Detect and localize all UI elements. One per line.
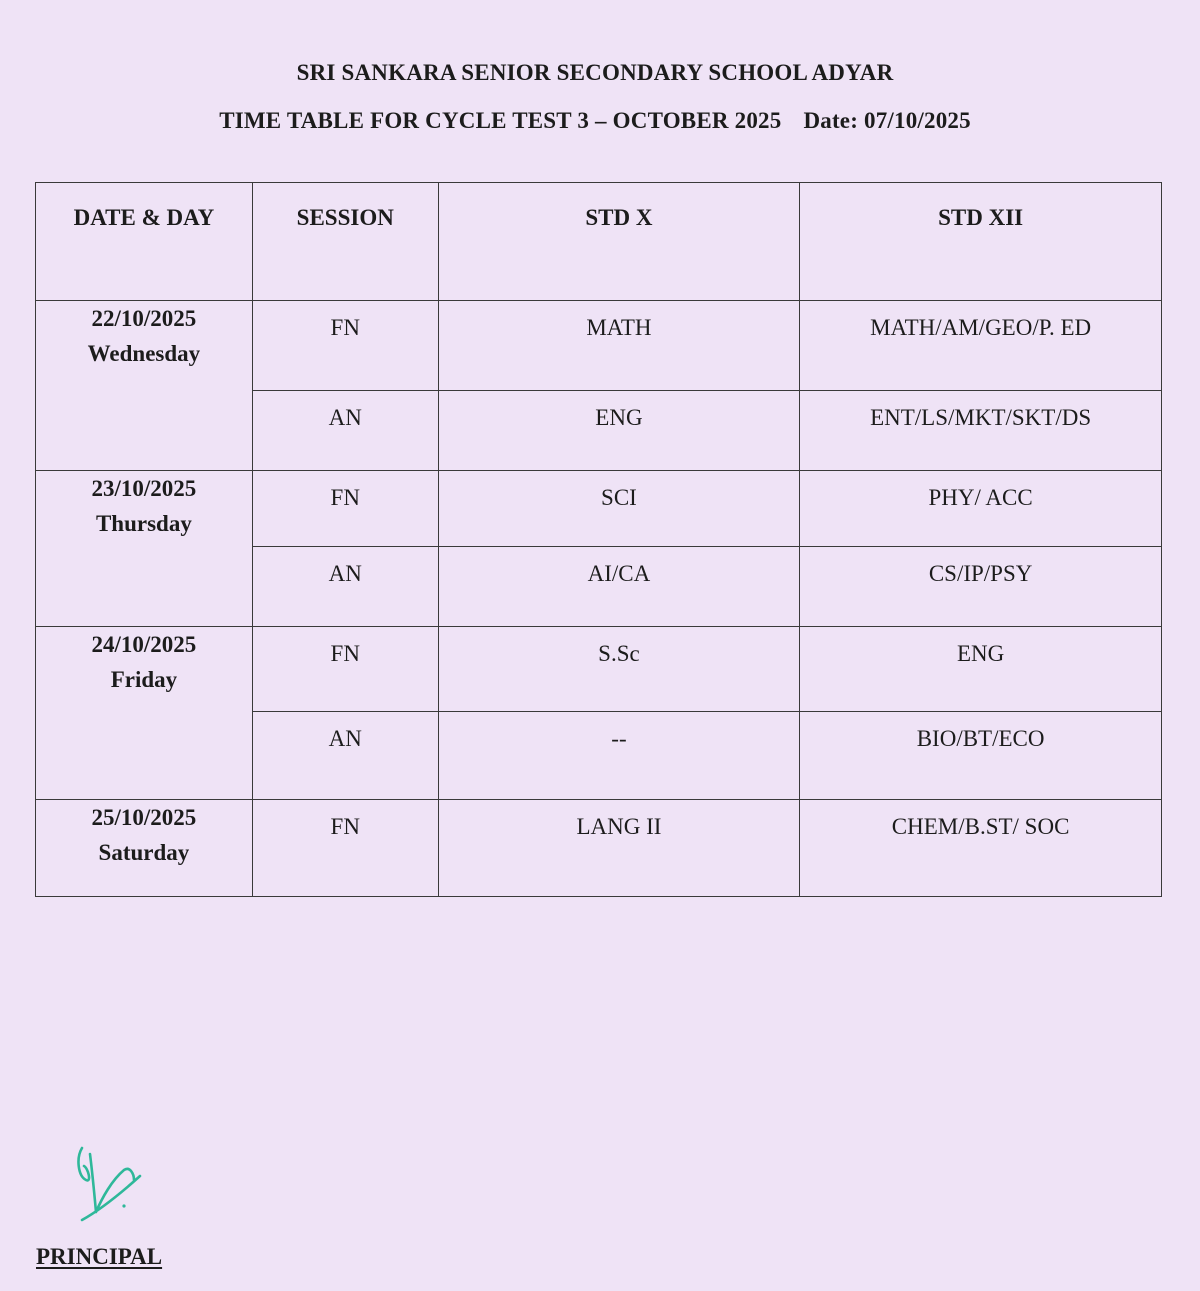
signature-stroke (79, 1148, 140, 1220)
date-day-cell (36, 301, 253, 471)
date-day-cell (36, 800, 253, 897)
column-header-std-xii: STD XII (800, 183, 1162, 301)
session-cell: AN (252, 547, 438, 627)
std-xii-subject: CHEM/B.ST/ SOC (800, 800, 1162, 897)
principal-label: PRINCIPAL (36, 1244, 163, 1269)
std-x-subject: -- (438, 712, 800, 800)
exam-date: 24/10/2025 (91, 632, 197, 657)
timetable-title (0, 108, 1195, 134)
session-cell: FN (252, 800, 438, 897)
date-day-cell (36, 627, 253, 800)
std-xii-subject: MATH/AM/GEO/P. ED (800, 301, 1162, 391)
table-header-row (36, 183, 1162, 301)
std-x-subject: AI/CA (438, 547, 800, 627)
session-cell: FN (252, 627, 438, 712)
table-row (36, 301, 1162, 391)
std-xii-subject: ENG (800, 627, 1162, 712)
exam-date: 22/10/2025 (91, 306, 197, 331)
exam-day: Thursday (95, 511, 192, 536)
session-cell: FN (252, 471, 438, 547)
column-header-session: SESSION (252, 183, 438, 301)
std-xii-subject: CS/IP/PSY (800, 547, 1162, 627)
date-day-cell (36, 471, 253, 627)
principal-signature (72, 1140, 147, 1225)
std-xii-subject: BIO/BT/ECO (800, 712, 1162, 800)
std-x-subject: LANG II (438, 800, 800, 897)
timetable (35, 182, 1162, 897)
exam-date: 23/10/2025 (91, 476, 197, 501)
exam-day: Saturday (98, 840, 190, 865)
table-row (36, 471, 1162, 547)
exam-day: Friday (110, 667, 178, 692)
table-row (36, 800, 1162, 897)
timetable-subtitle: TIME TABLE FOR CYCLE TEST 3 – OCTOBER 2025 (219, 108, 782, 133)
column-header-date-day: DATE & DAY (36, 183, 253, 301)
std-x-subject: SCI (438, 471, 800, 547)
session-cell: FN (252, 301, 438, 391)
issue-date: Date: 07/10/2025 (803, 108, 971, 133)
std-xii-subject: ENT/LS/MKT/SKT/DS (800, 391, 1162, 471)
session-cell: AN (252, 712, 438, 800)
std-x-subject: S.Sc (438, 627, 800, 712)
school-name: SRI SANKARA SENIOR SECONDARY SCHOOL ADYAR (296, 60, 894, 85)
exam-date: 25/10/2025 (91, 805, 197, 830)
std-x-subject: MATH (438, 301, 800, 391)
std-xii-subject: PHY/ ACC (800, 471, 1162, 547)
session-cell: AN (252, 391, 438, 471)
exam-day: Wednesday (87, 341, 201, 366)
column-header-std-x: STD X (438, 183, 800, 301)
table-row (36, 627, 1162, 712)
std-x-subject: ENG (438, 391, 800, 471)
